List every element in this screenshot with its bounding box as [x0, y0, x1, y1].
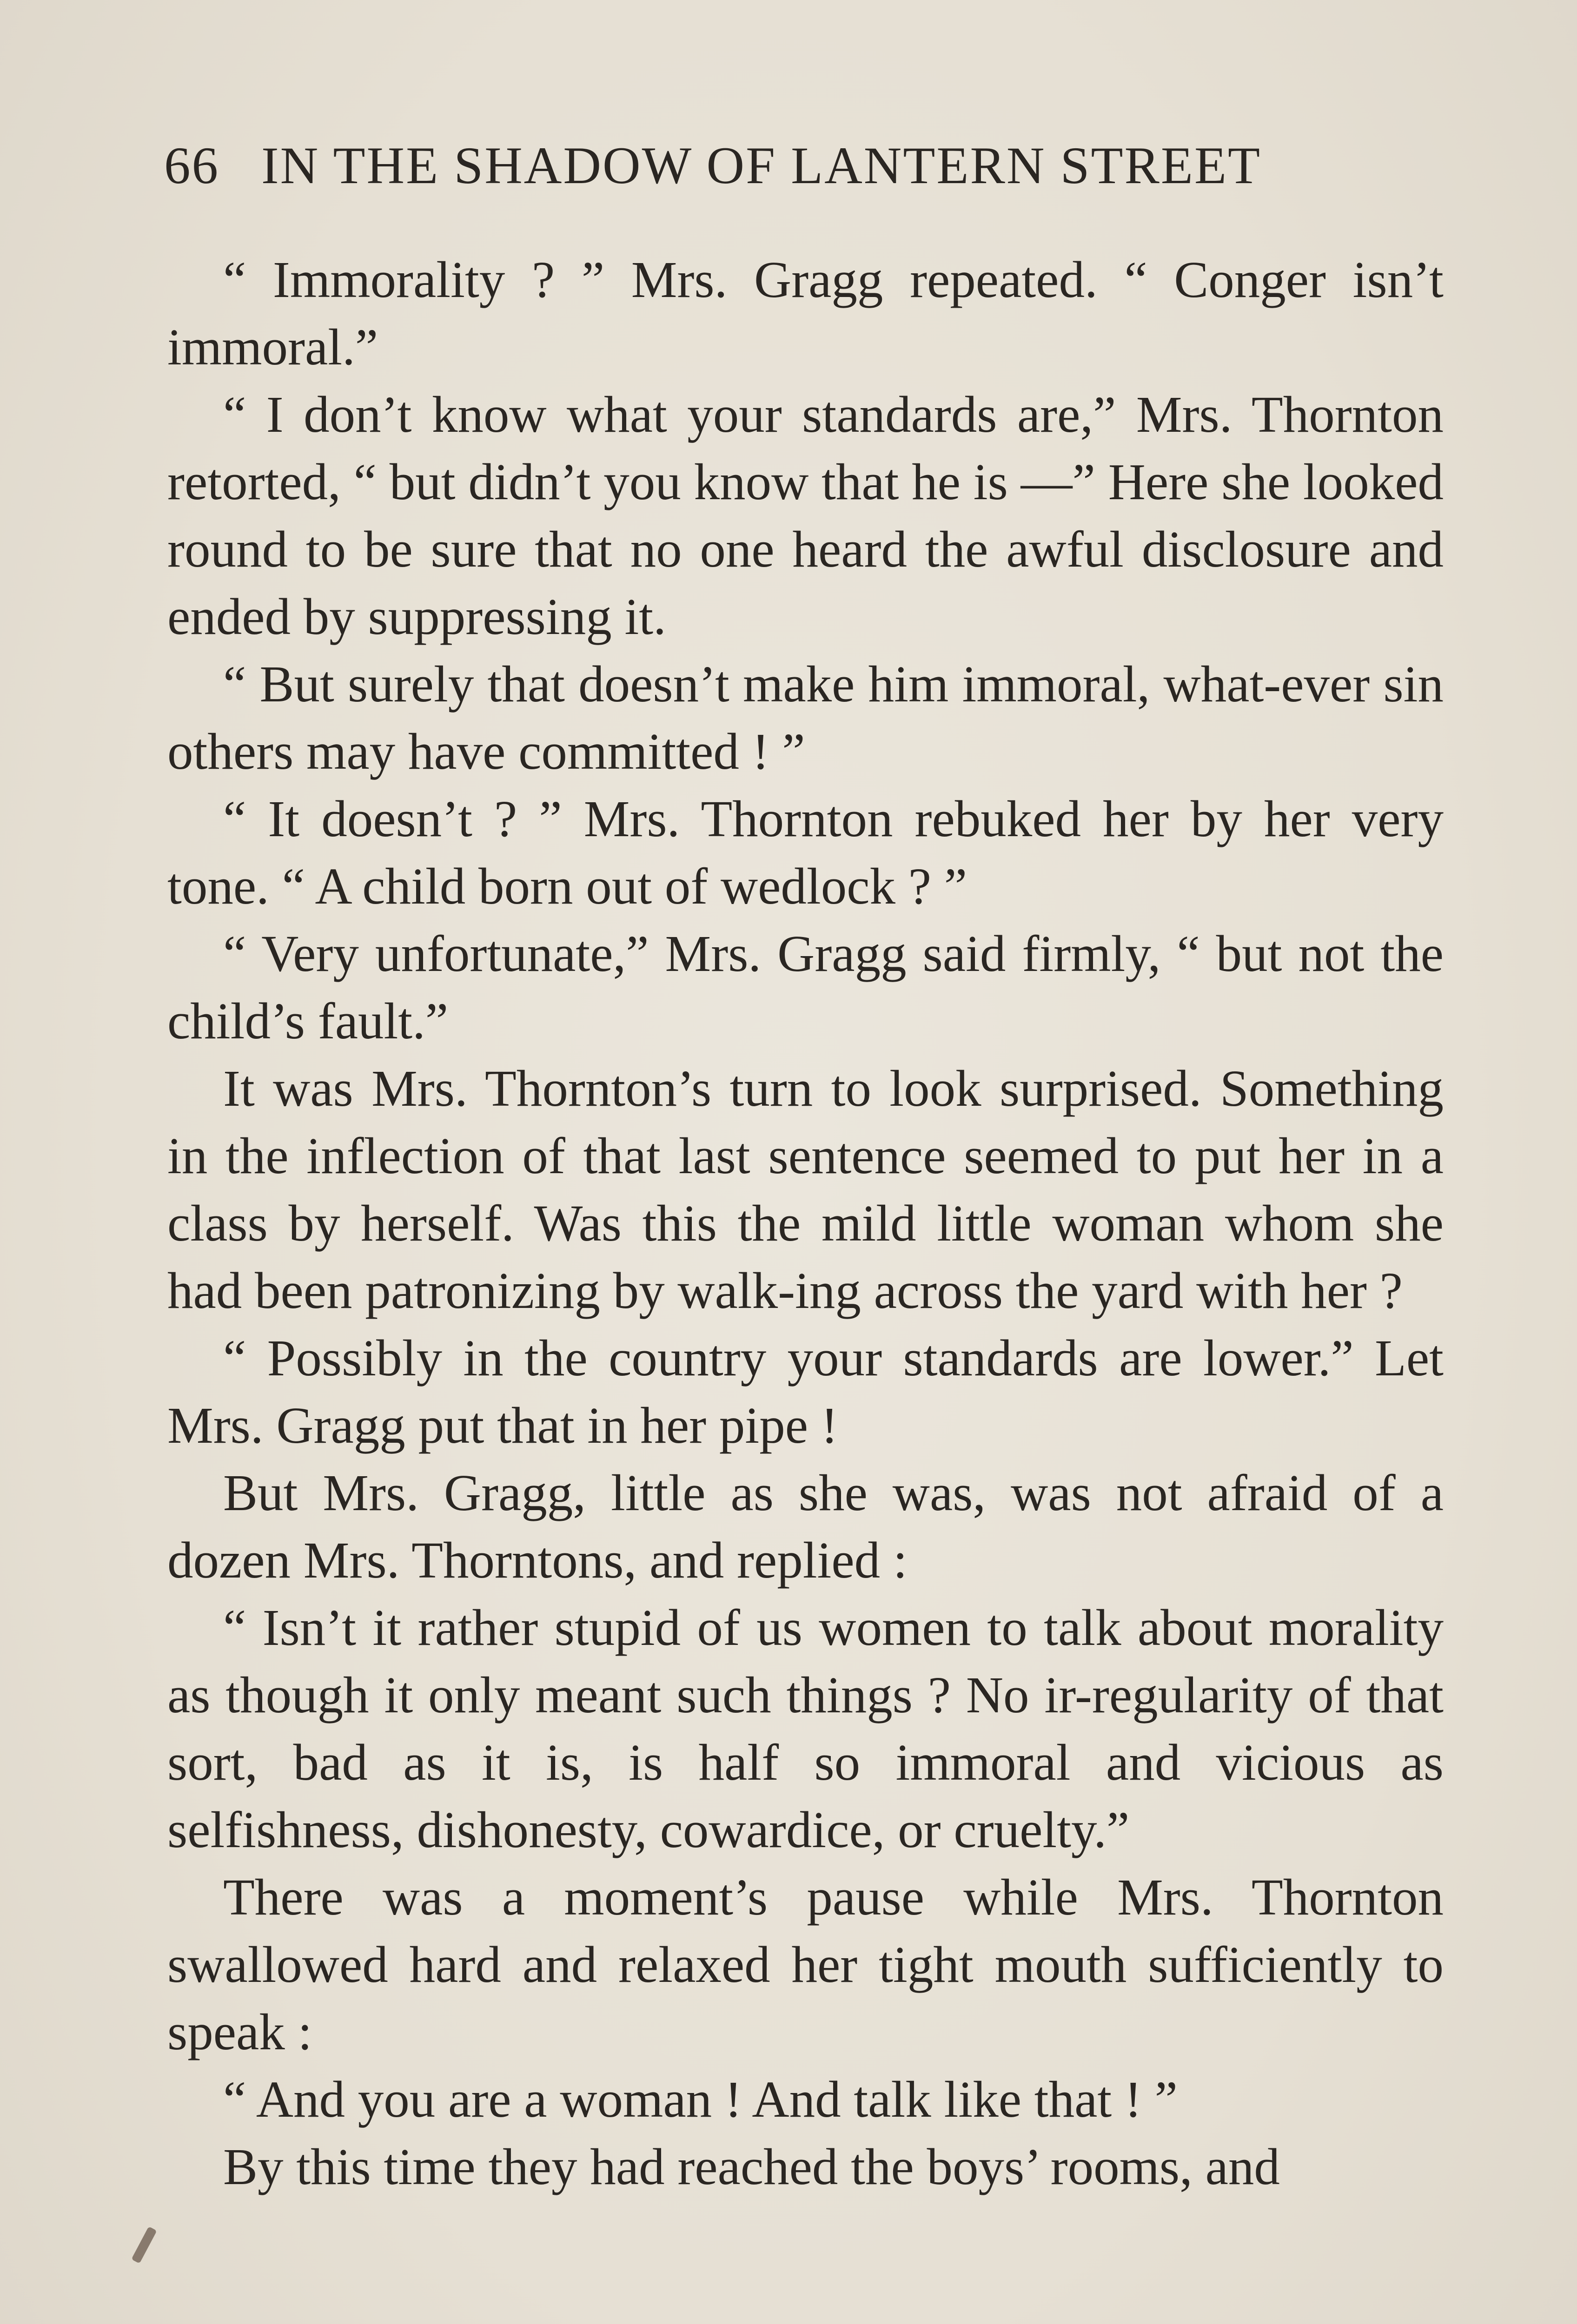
- paragraph: It was Mrs. Thornton’s turn to look surprised. Something in the inflection of that last sentence seemed to put her in a class by herself. Was this the mild little woman whom she had been patronizing by walk-ing across the yard with her ?: [167, 1060, 1444, 1320]
- paragraph: “ But surely that doesn’t make him immoral, what-ever sin others may have committed ! ”: [167, 656, 1444, 780]
- paragraph: “ Isn’t it rather stupid of us women to talk about morality as though it only meant such things ? No ir-regularity of that sort, bad as it is, is half so immoral and vicious as selfishness, dishonesty, cowardice, or cruelty.”: [167, 1599, 1444, 1859]
- paragraph: “ It doesn’t ? ” Mrs. Thornton rebuked her by her very tone. “ A child born out of wedlock ? ”: [167, 791, 1444, 915]
- paragraph: There was a moment’s pause while Mrs. Thornton swallowed hard and relaxed her tight mouth sufficiently to speak :: [167, 1869, 1444, 2061]
- paragraph: “ And you are a woman ! And talk like that ! ”: [223, 2071, 1178, 2128]
- body-text: [167, 246, 1444, 2201]
- paragraph: But Mrs. Gragg, little as she was, was not afraid of a dozen Mrs. Thorntons, and replied :: [167, 1465, 1444, 1589]
- paragraph: “ Possibly in the country your standards are lower.” Let Mrs. Gragg put that in her pipe !: [167, 1330, 1444, 1454]
- paragraph: “ Very unfortunate,” Mrs. Gragg said firmly, “ but not the child’s fault.”: [167, 925, 1444, 1050]
- paragraph: “ I don’t know what your standards are,” Mrs. Thornton retorted, “ but didn’t you know that he is —” Here she looked round to be sure that no one heard the awful disclosure and ended by suppressing it.: [167, 386, 1444, 646]
- paragraph: By this time they had reached the boys’ rooms, and: [223, 2139, 1280, 2196]
- paragraph: “ Immorality ? ” Mrs. Gragg repeated. “ Conger isn’t immoral.”: [167, 251, 1444, 376]
- pencil-mark: [131, 2226, 157, 2264]
- running-head: [164, 131, 1405, 201]
- running-title: IN THE SHADOW OF LANTERN STREET: [261, 137, 1262, 195]
- page-number: 66: [164, 137, 219, 195]
